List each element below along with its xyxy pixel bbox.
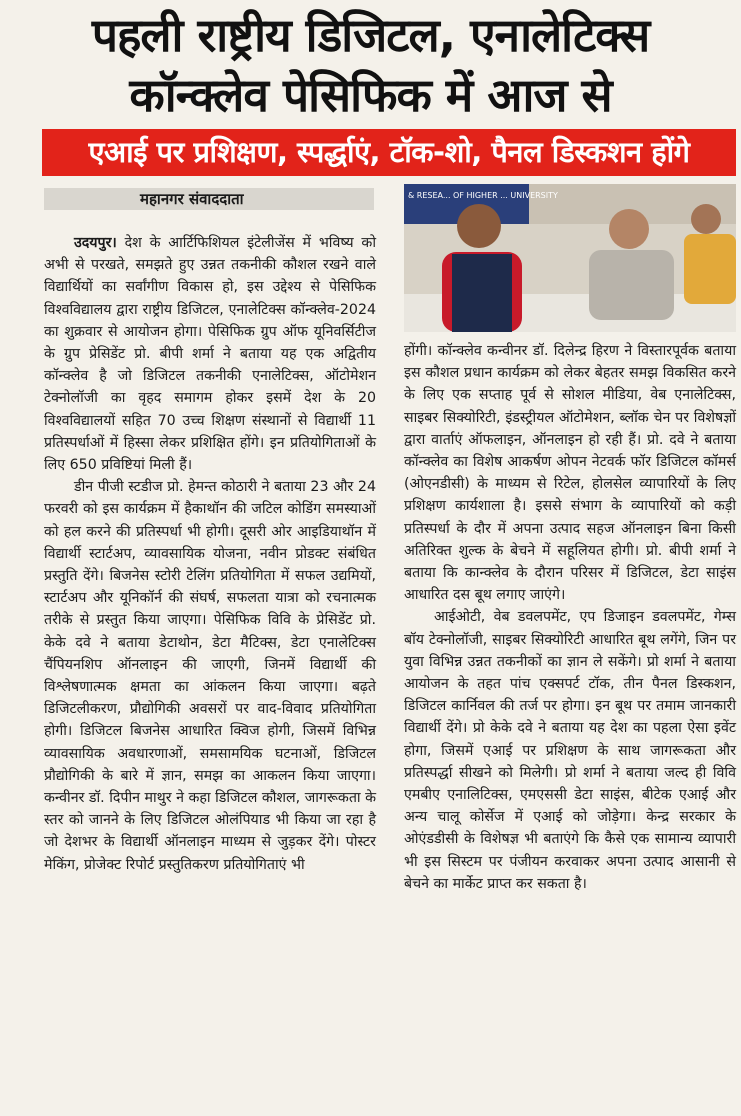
photo-banner-text: & RESEA... OF HIGHER ... UNIVERSITY [408,191,558,200]
article-paragraph: आईओटी, वेब डवलपमेंट, एप डिजाइन डवलपमेंट, गेम्स बॉय टेक्नोलॉजी, साइबर सिक्योरिटी आधारित बूथ लगेंगे, जिन पर युवा विभिन्न उन्नत तकनीकों का ज्ञान ले सकेंगे। प्रो शर्मा ने बताया आयोजन के तहत पांच एक्सपर्ट टॉक, तीन पैनल डिस्कशन, डिजिटल कार्निवल की तर्ज पर होगा। इन बूथ पर तमाम जानकारी विद्यार्थी देंगे। प्रो केके दवे ने बताया यह देश का पहला ऐसा इवेंट होगा, जिसमें एआई पर प्रशिक्षण के साथ जागरूकता और प्रतिस्पर्द्धा सीखने को मिलेगी। प्रो शर्मा ने बताया जल्द ही विवि एमबीए एनालिटिक्स, एमएससी डेटा साइंस, बीटेक एआई और अन्य चालू कोर्सेज में एआई को जोड़ेगा। केन्द्र सरकार के ओएंडडीसी के विशेषज्ञ भी बताएंगे कि कैसे एक सामान्य व्यापारी भी इस सिस्टम पर पंजीयन करवाकर अपना उत्पाद आसानी से बेचने का मार्केट प्राप्त कर सकता है। [404,609,736,892]
byline: महानगर संवाददाता [44,188,374,210]
headline-line-2: कॉन्क्लेव पेसिफिक में आज से [129,68,612,122]
photo-illustration [404,184,736,332]
article-paragraph: होंगी। कॉन्क्लेव कन्वीनर डॉ. दिलेन्द्र हिरण ने विस्तारपूर्वक बताया इस कौशल प्रधान कार्यक्रम को लेकर बेहतर समझ विकसित करने के लिए एक सप्ताह पूर्व से सोशल मीडिया, वेब एनालेटिक्स, साइबर सिक्योरिटी, इंडस्ट्रीयल ऑटोमेशन, ब्लॉक चेन पर विशेषज्ञों द्वारा वार्ताएं ऑफलाइन, ऑनलाइन हो रही हैं। प्रो. दवे ने बताया कॉन्क्लेव का विशेष आकर्षण ओपन नेटवर्क फॉर डिजिटल कॉमर्स (ओएनडीसी) के माध्यम से रिटेल, होलसेल व्यापारियों के लिए प्रशिक्षण कार्यशाला है। इससे संभाग के व्यापारियों को कड़ी प्रतिस्पर्धा के दौर में अपना उत्पाद सहज ऑनलाइन बिना किसी अतिरिक्त शुल्क के बेचने में सहूलियत होगी। प्रो. बीपी शर्मा ने बताया कि कान्क्लेव के दौरान परिसर में डिजिटल, डेटा साइंस आधारित दस बूथ लगाए जाएंगे। [404,343,736,604]
article-paragraph: देश के आर्टिफिशियल इंटेलीजेंस में भविष्य को अभी से परखते, समझते हुए उन्नत तकनीकी कौशल रखने वाले विद्यार्थियों का सर्वांगीण विकास हो, इस उद्देश्य से पेसिफिक विश्वविद्यालय द्वारा राष्ट्रीय डिजिटल, एनालेटिक्स कॉन्क्लेव-2024 का शुक्रवार से आयोजन होगा। पेसिफिक ग्रुप ऑफ यूनिवर्सिटीज के ग्रुप प्रेसिडेंट प्रो. बीपी शर्मा ने बताया यह एक अद्वितीय कॉन्क्लेव है जो डिजिटल तकनीकी एनालेटिक्स, ऑटोमेशन टेक्नोलॉजी का वृहद समागम होकर इसमें देश के 20 विश्वविद्यालयों सहित 70 उच्च शिक्षण संस्थानों से विद्यार्थी 11 प्रतिस्पर्धाओं में हिस्सा लेकर प्रशिक्षित होंगे। इन प्रतियोगिताओं के लिए 650 प्रविष्टियां मिली हैं। [44,235,376,474]
article-column-left [44,232,376,876]
news-photo [404,184,736,332]
sub-headline-banner: एआई पर प्रशिक्षण, स्पर्द्धाएं, टॉक-शो, पैनल डिस्कशन होंगे [42,129,736,176]
dateline: उदयपुर। [74,235,117,251]
headline-line-1: पहली राष्ट्रीय डिजिटल, एनालेटिक्स [91,8,650,62]
article-column-right [404,340,736,895]
article-paragraph: डीन पीजी स्टडीज प्रो. हेमन्त कोठारी ने बताया 23 और 24 फरवरी को इस कार्यक्रम में हैकाथॉन की जटिल कोडिंग समस्याओं को हल करने की प्रतिस्पर्धा भी होगी। दूसरी ओर आइडियाथॉन में विद्यार्थी स्टार्टअप, व्यावसायिक योजना, नवीन प्रोडक्ट संबंधित प्रस्तुति देंगे। बिजनेस स्टोरी टेलिंग प्रतियोगिता में सफल उद्यमियों, स्टार्टअप और यूनिकॉर्न की संघर्ष, सफलता यात्रा को रचनात्मक तरीके से प्रस्तुत किया जाएगा। पेसिफिक विवि के प्रेसिडेंट प्रो. केके दवे ने बताया डेटाथोन, डेटा मैटिक्स, डेटा एनालेटिक्स चैंपियनशिप ऑनलाइन की जाएगी, जिनमें विद्यार्थी की विश्लेषणात्मक क्षमता का आंकलन किया जाएगा। बढ़ते डिजिटलीकरण, प्रौद्योगिकी अवसरों पर वाद-विवाद प्रतियोगिता होगी। डिजिटल बिजनेस आधारित क्विज होगी, जिसमें विभिन्न व्यावसायिक अवधारणाओं, समसामयिक घटनाओं, डिजिटल प्रौद्योगिकी के बारे में ज्ञान, समझ का आकलन किया जाएगा। कन्वीनर डॉ. दिपीन माथुर ने कहा डिजिटल कौशल, जागरूकता के स्तर को जानने के लिए डिजिटल ओलंपियाड भी किया जा रहा है जो देशभर के विद्यार्थी ऑनलाइन माध्यम से जुड़कर देंगे। पोस्टर मेकिंग, प्रोजेक्ट रिपोर्ट प्रस्तुतिकरण प्रतियोगिताएं भी [44,479,376,873]
